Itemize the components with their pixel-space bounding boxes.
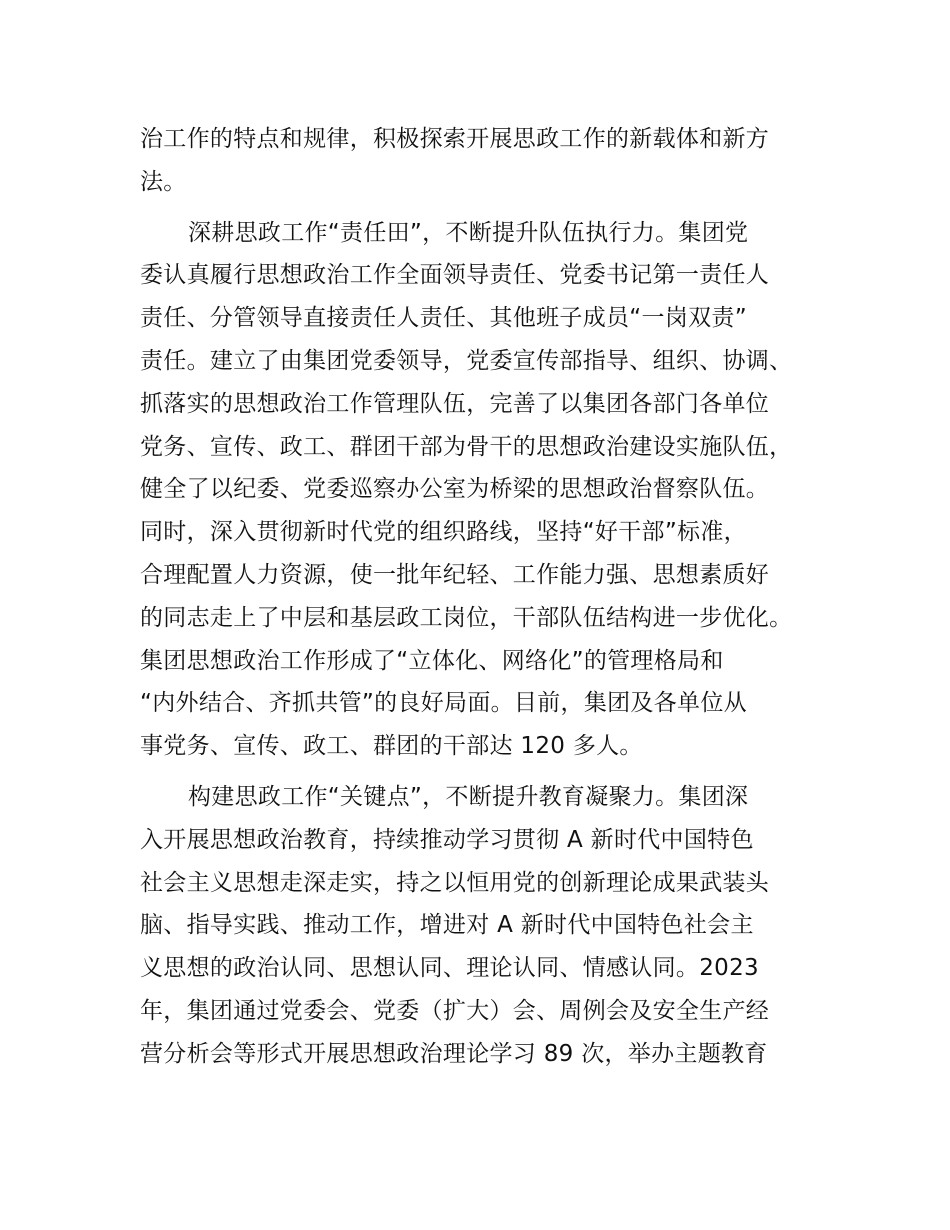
text-line: 健全了以纪委、党委巡察办公室为桥梁的思想政治督察队伍。 [140, 476, 770, 503]
text-line: 事党务、宣传、政工、群团的干部达 120 多人。 [140, 733, 643, 760]
text-line: 责任。建立了由集团党委领导，党委宣传部指导、组织、协调、 [140, 347, 793, 374]
text-line: “内外结合、齐抓共管”的良好局面。目前，集团及各单位从 [140, 690, 747, 717]
text-line: 抓落实的思想政治工作管理队伍，完善了以集团各部门各单位 [140, 390, 770, 417]
text-line: 的同志走上了中层和基层政工岗位，干部队伍结构进一步优化。 [140, 604, 793, 631]
text-line: 同时，深入贯彻新时代党的组织路线，坚持“好干部”标准， [140, 519, 747, 546]
text-line: 社会主义思想走深走实，持之以恒用党的创新理论成果武装头 [140, 869, 770, 896]
paragraph-1 [140, 118, 830, 204]
document-body [140, 118, 830, 1076]
paragraph-3 [140, 776, 830, 1076]
text-line: 治工作的特点和规律，积极探索开展思政工作的新载体和新方 [140, 126, 770, 152]
text-line: 深耕思政工作“责任田”，不断提升队伍执行力。集团党 [188, 219, 749, 246]
text-line: 脑、指导实践、推动工作，增进对 A 新时代中国特色社会主 [140, 912, 754, 939]
text-line: 构建思政工作“关键点”，不断提升教育凝聚力。集团深 [188, 783, 749, 810]
text-line: 法。 [140, 168, 187, 195]
paragraph-spacer [140, 204, 830, 212]
paragraph-spacer [140, 768, 830, 776]
paragraph-2 [140, 212, 830, 768]
text-line: 委认真履行思想政治工作全面领导责任、党委书记第一责任人 [140, 262, 770, 289]
text-line: 入开展思想政治教育，持续推动学习贯彻 A 新时代中国特色 [140, 826, 754, 853]
text-line: 党务、宣传、政工、群团干部为骨干的思想政治建设实施队伍， [140, 433, 793, 460]
text-line: 营分析会等形式开展思想政治理论学习 89 次，举办主题教育 [140, 1040, 768, 1067]
text-line: 年，集团通过党委会、党委（扩大）会、周例会及安全生产经 [140, 997, 770, 1024]
text-line: 集团思想政治工作形成了“立体化、网络化”的管理格局和 [140, 647, 724, 674]
text-line: 责任、分管领导直接责任人责任、其他班子成员“一岗双责” [140, 305, 747, 332]
text-line: 合理配置人力资源，使一批年纪轻、工作能力强、思想素质好 [140, 561, 770, 588]
text-line: 义思想的政治认同、思想认同、理论认同、情感认同。2023 [140, 955, 759, 982]
